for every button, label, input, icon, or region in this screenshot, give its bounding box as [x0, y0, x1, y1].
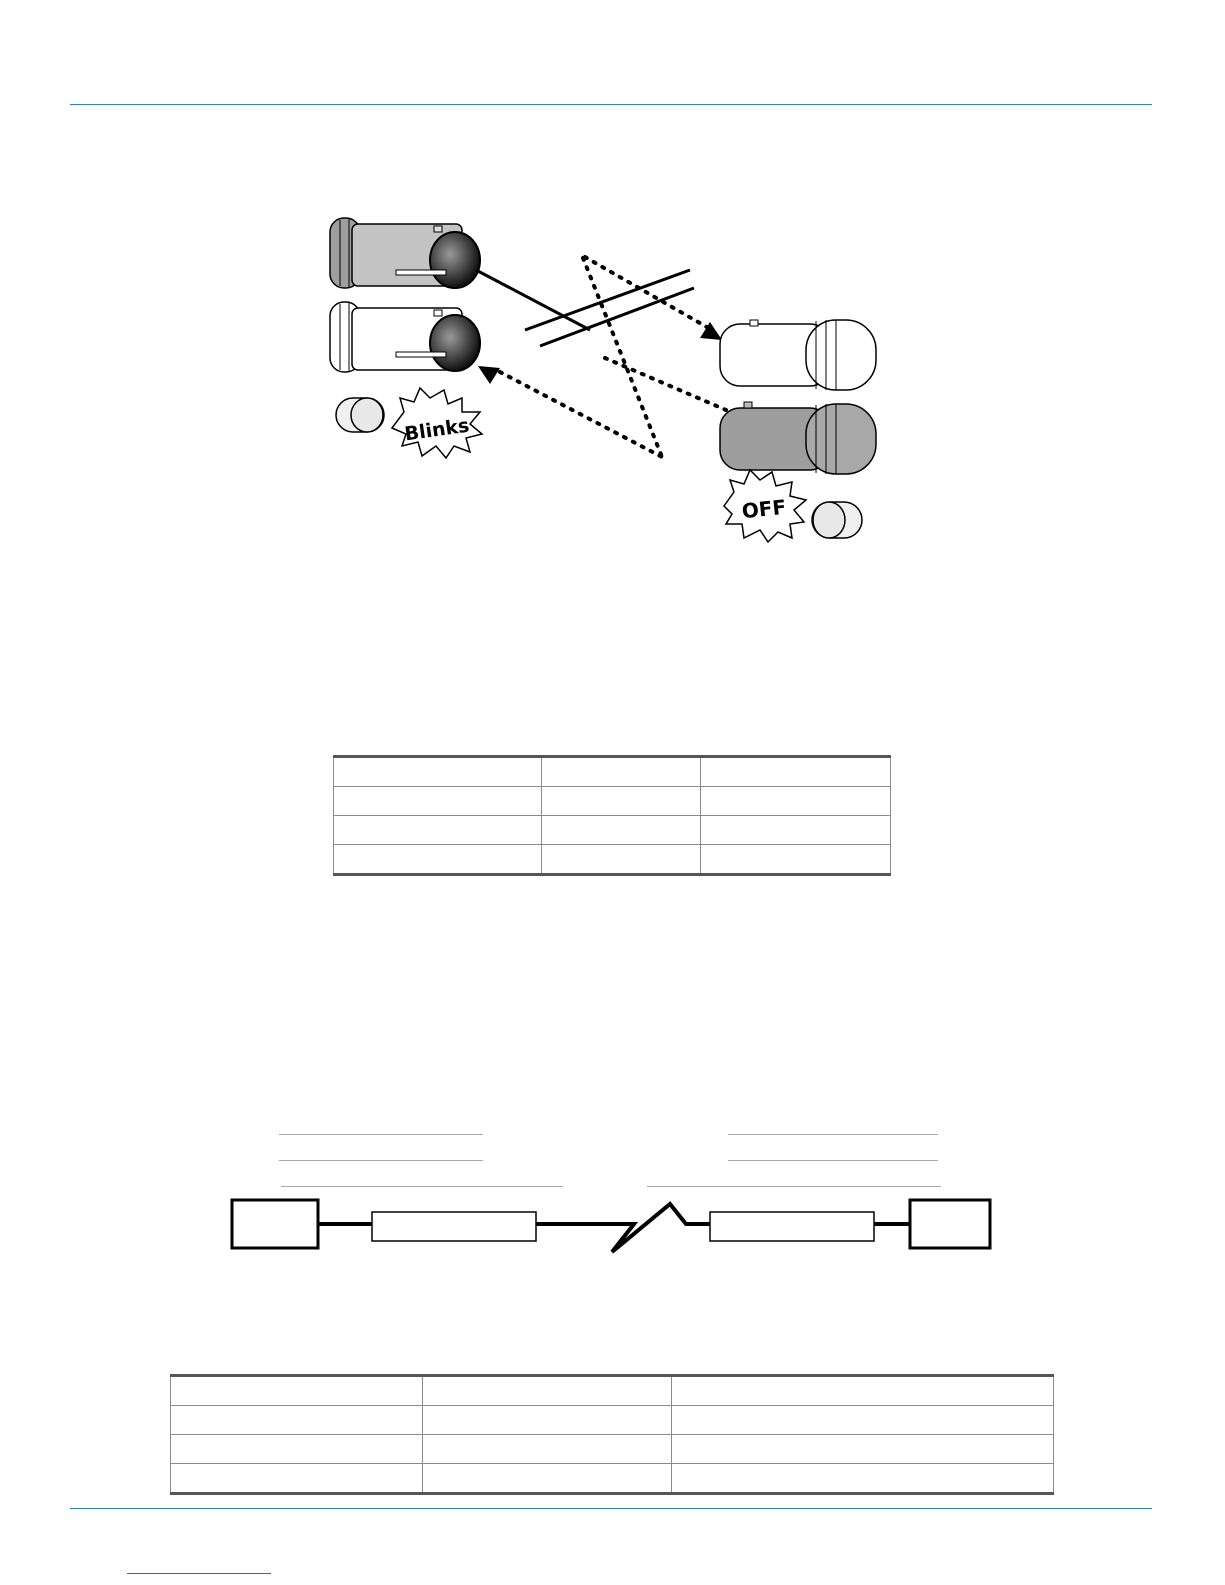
- bnc-connector-icon: [720, 402, 876, 474]
- label-line: [279, 1160, 483, 1161]
- link-diagram: [0, 1190, 1225, 1260]
- label-line: [279, 1134, 483, 1135]
- table-2: [170, 1374, 1054, 1495]
- table-row: [171, 1376, 1054, 1406]
- blinks-label: Blinks: [403, 414, 471, 446]
- table-row: [334, 787, 891, 816]
- device-box-icon: [910, 1200, 990, 1248]
- table-row: [171, 1435, 1054, 1464]
- table-row: [334, 816, 891, 845]
- label-line: [281, 1186, 563, 1187]
- led-icon: [336, 398, 384, 432]
- table-row: [334, 845, 891, 875]
- label-line: [728, 1134, 938, 1135]
- bnc-connector-icon: [330, 302, 480, 372]
- link-break-icon: [536, 1204, 710, 1252]
- footer-rule: [70, 1508, 1152, 1509]
- label-line: [728, 1160, 938, 1161]
- converter-box-icon: [372, 1212, 536, 1241]
- table-row: [334, 757, 891, 787]
- converter-box-icon: [710, 1212, 874, 1241]
- table-row: [171, 1464, 1054, 1494]
- bnc-connector-icon: [330, 218, 480, 288]
- off-burst: [724, 470, 806, 542]
- header-rule: [70, 104, 1152, 105]
- fiber-loopback-figure: [0, 190, 1225, 570]
- device-box-icon: [232, 1200, 318, 1248]
- table-1: [333, 755, 891, 876]
- footer-link-underline[interactable]: [127, 1573, 271, 1574]
- label-line: [647, 1186, 941, 1187]
- table-row: [171, 1406, 1054, 1435]
- led-icon: [812, 502, 862, 538]
- bnc-connector-icon: [720, 320, 876, 390]
- blinks-burst: [392, 388, 482, 458]
- off-label: OFF: [740, 494, 788, 524]
